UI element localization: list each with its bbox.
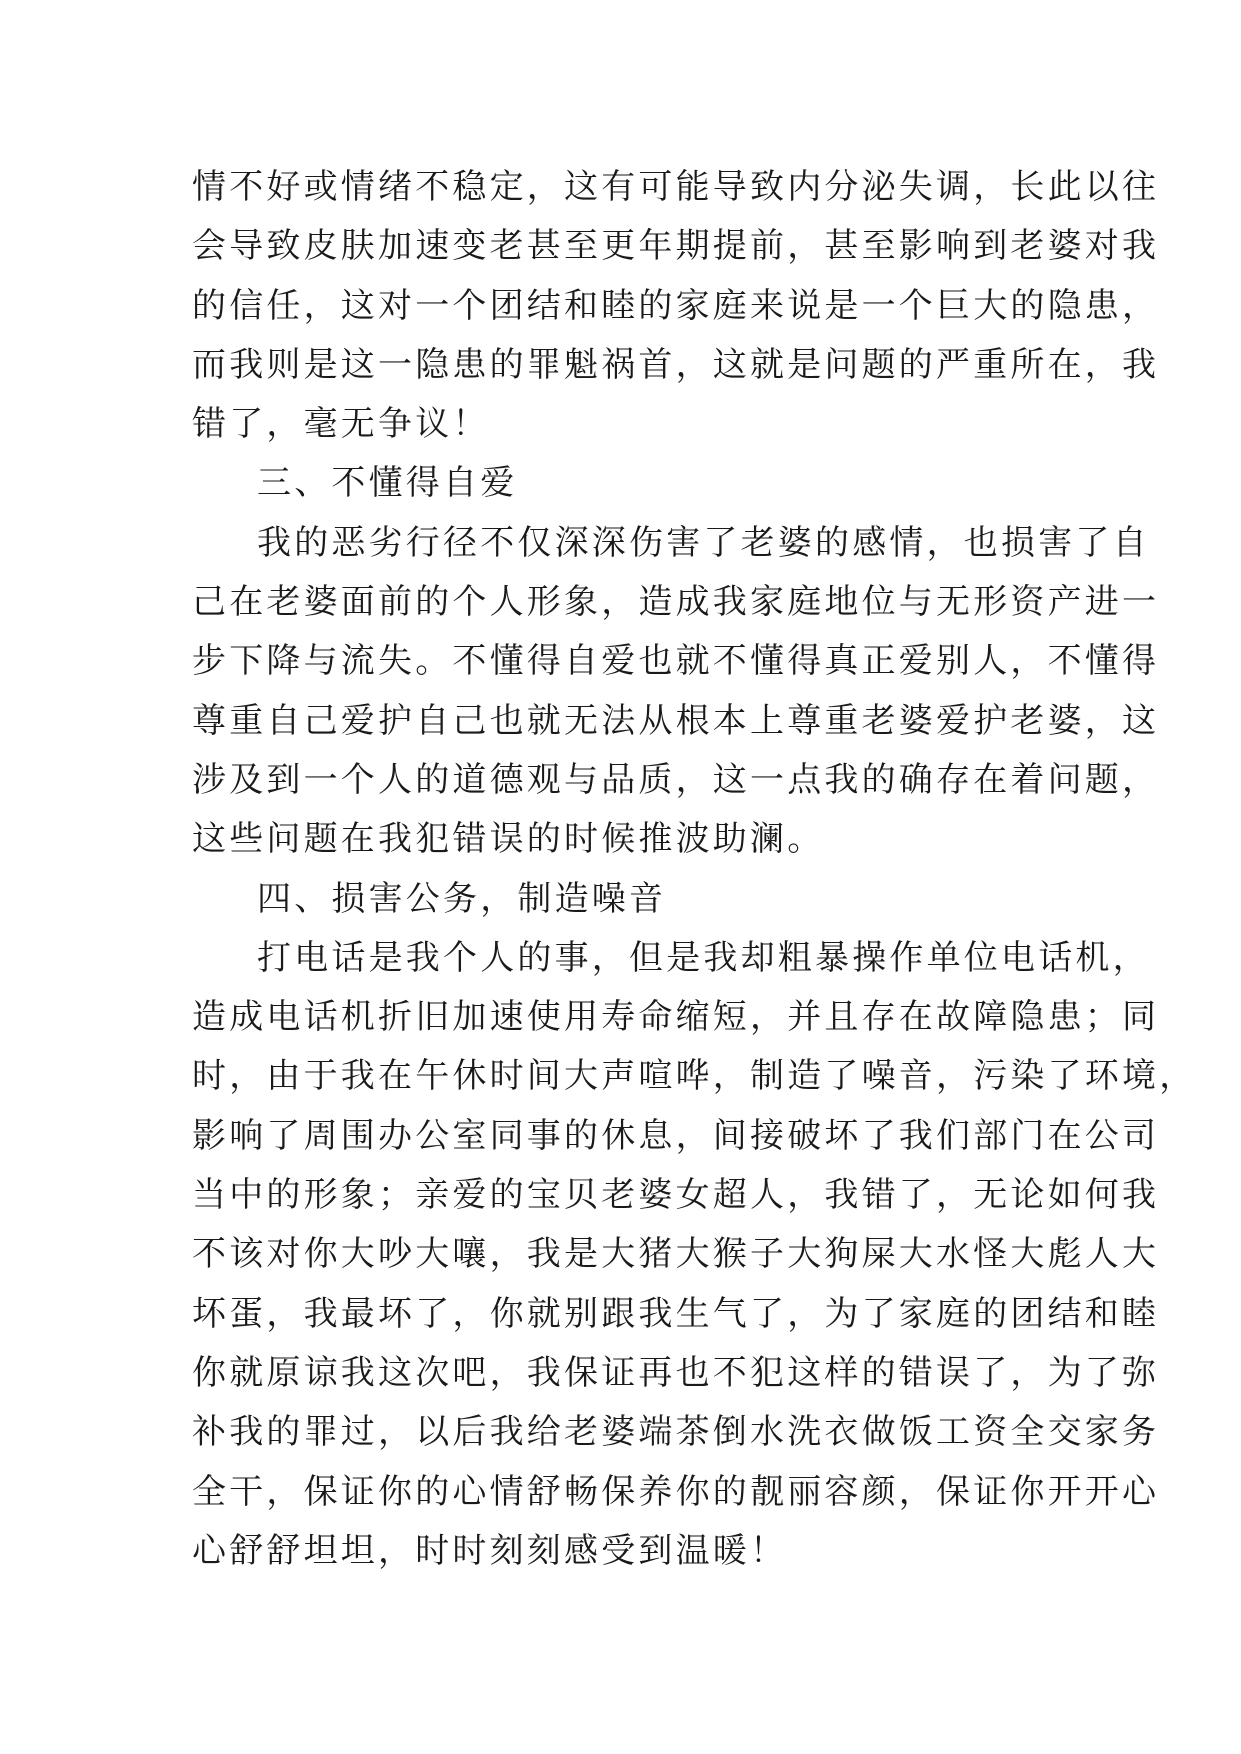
section-heading: 四、损害公务，制造噪音 <box>257 878 667 919</box>
paragraph-line: 的信任，这对一个团结和睦的家庭来说是一个巨大的隐患， <box>192 285 1160 326</box>
paragraph-line: 步下降与流失。不懂得自爱也就不懂得真正爱别人，不懂得 <box>192 641 1160 682</box>
paragraph-line: 会导致皮肤加速变老甚至更年期提前，甚至影响到老婆对我 <box>192 226 1160 267</box>
section-heading: 三、不懂得自爱 <box>257 463 518 504</box>
paragraph-line: 尊重自己爱护自己也就无法从根本上尊重老婆爱护老婆，这 <box>192 700 1160 741</box>
paragraph-line: 打电话是我个人的事，但是我却粗暴操作单位电话机， <box>257 937 1150 978</box>
paragraph-line: 坏蛋，我最坏了，你就别跟我生气了，为了家庭的团结和睦 <box>192 1293 1160 1334</box>
paragraph-line: 涉及到一个人的道德观与品质，这一点我的确存在着问题， <box>192 759 1160 800</box>
paragraph-line: 错了，毫无争议！ <box>192 404 490 445</box>
paragraph-line: 时，由于我在午休时间大声喧哗，制造了噪音，污染了环境， <box>192 1056 1197 1097</box>
paragraph-line: 影响了周围办公室同事的休息，间接破坏了我们部门在公司 <box>192 1115 1160 1156</box>
paragraph-line: 你就原谅我这次吧，我保证再也不犯这样的错误了，为了弥 <box>192 1352 1160 1393</box>
paragraph-line: 己在老婆面前的个人形象，造成我家庭地位与无形资产进一 <box>192 582 1160 623</box>
paragraph-line: 造成电话机折旧加速使用寿命缩短，并且存在故障隐患；同 <box>192 997 1160 1038</box>
paragraph-line: 情不好或情绪不稳定，这有可能导致内分泌失调，长此以往 <box>192 167 1160 207</box>
paragraph-line: 我的恶劣行径不仅深深伤害了老婆的感情，也损害了自 <box>257 522 1150 563</box>
paragraph-line: 当中的形象；亲爱的宝贝老婆女超人，我错了，无论如何我 <box>192 1175 1160 1216</box>
paragraph-line: 不该对你大吵大嚷，我是大猪大猴子大狗屎大水怪大彪人大 <box>192 1234 1160 1275</box>
paragraph-line: 全干，保证你的心情舒畅保养你的靓丽容颜，保证你开开心 <box>192 1471 1160 1512</box>
paragraph-line: 心舒舒坦坦，时时刻刻感受到温暖！ <box>192 1530 788 1571</box>
document-body <box>192 158 1197 1581</box>
paragraph-line: 这些问题在我犯错误的时候推波助澜。 <box>192 819 825 860</box>
paragraph-line: 补我的罪过，以后我给老婆端茶倒水洗衣做饭工资全交家务 <box>192 1412 1160 1453</box>
paragraph-line: 而我则是这一隐患的罪魁祸首，这就是问题的严重所在，我 <box>192 344 1160 385</box>
